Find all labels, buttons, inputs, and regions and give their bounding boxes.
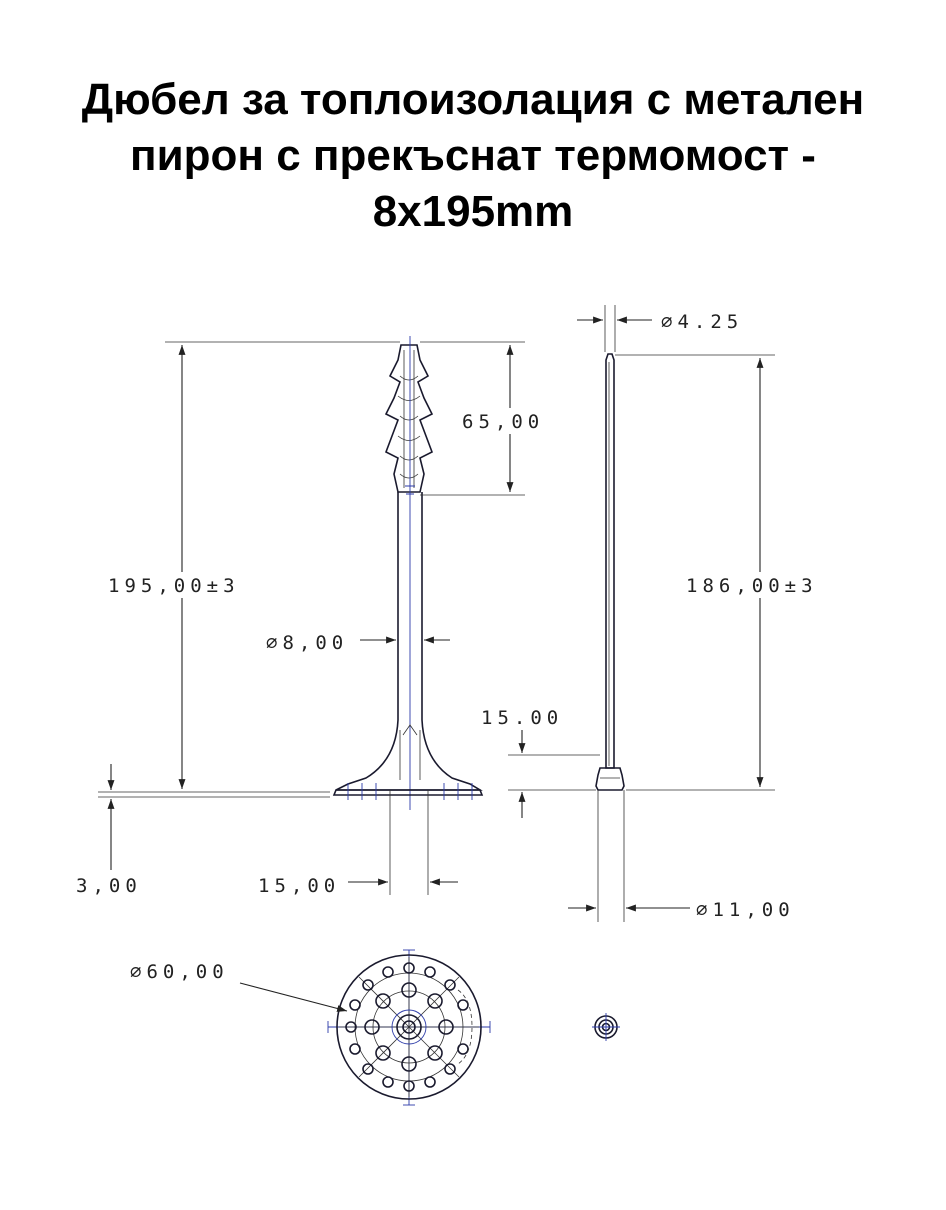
nail-head-diameter-label: ⌀11,00 <box>696 899 795 921</box>
anchor-zone-dimension <box>420 342 556 495</box>
total-length-label: 195,00±3 <box>108 575 240 597</box>
title-line-3: 8x195mm <box>372 187 574 236</box>
plate-top-view <box>328 950 490 1105</box>
nail-head-diameter-dimension <box>568 790 795 922</box>
anchor-zone-label: 65,00 <box>462 411 545 433</box>
title-line-1: Дюбел за топлоизолация с метален <box>81 75 865 124</box>
collar-width-label: 15,00 <box>258 875 341 897</box>
total-length-dimension <box>98 342 400 792</box>
nail-head-height-label: 15.00 <box>481 707 564 729</box>
plate-diameter-label: ⌀60,00 <box>130 961 229 983</box>
shaft-diameter-label: ⌀8,00 <box>266 632 349 654</box>
collar-width-dimension <box>258 790 458 897</box>
nail-tip-diameter-label: ⌀4.25 <box>661 311 744 333</box>
nail-length-dimension <box>615 355 834 790</box>
nail-side-view <box>596 354 624 790</box>
dowel-side-view <box>334 336 482 810</box>
nail-length-label: 186,00±3 <box>686 575 818 597</box>
nail-head-height-dimension <box>481 707 600 818</box>
nail-tip-diameter-dimension <box>577 305 743 352</box>
plate-diameter-dimension <box>130 961 347 1011</box>
plate-thickness-label: 3,00 <box>76 875 142 897</box>
nail-top-view <box>592 1013 620 1041</box>
title-line-2: пирон с прекъснат термомост - <box>130 131 816 180</box>
